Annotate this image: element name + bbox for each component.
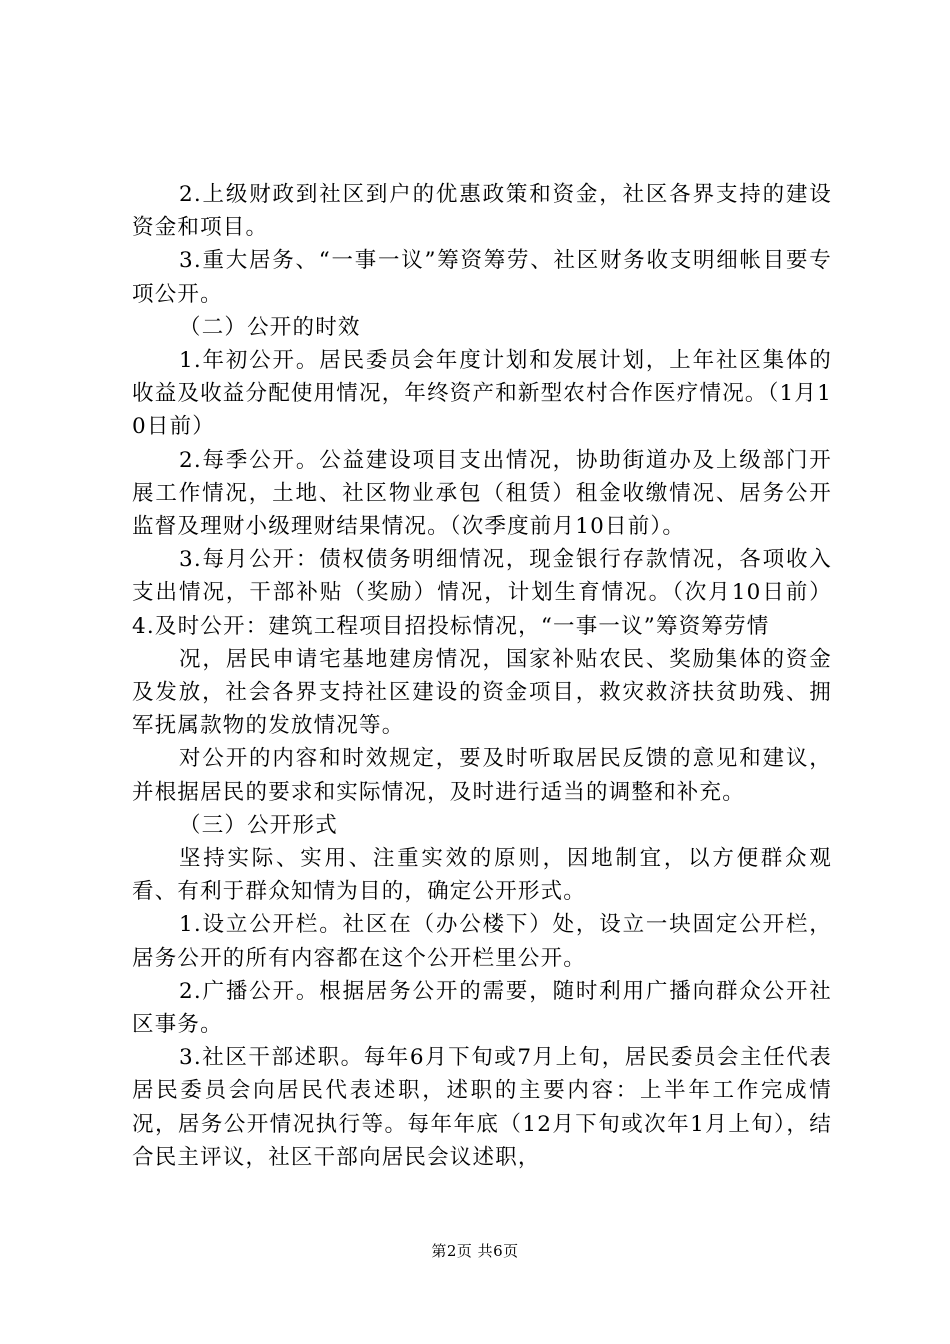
document-body (132, 178, 832, 1174)
paragraph-disclosure-principles: 坚持实际、实用、注重实效的原则，因地制宜，以方便群众观看、有利于群众知情为目的，确定公开形式。 (132, 846, 832, 905)
paragraph-major-affairs-disclosure: 3.重大居务、“一事一议”筹资筹劳、社区财务收支明细帐目要专项公开。 (132, 248, 832, 307)
paragraph-feedback-adjustment: 对公开的内容和时效规定，要及时听取居民反馈的意见和建议，并根据居民的要求和实际情况，及时进行适当的调整和补充。 (132, 746, 832, 805)
paragraph-timely-disclosure-continued: 况，居民申请宅基地建房情况，国家补贴农民、奖励集体的资金及发放，社会各界支持社区建设的资金项目，救灾救济扶贫助残、拥军抚属款物的发放情况等。 (132, 646, 832, 739)
paragraph-broadcast-disclosure: 2.广播公开。根据居务公开的需要，随时利用广播向群众公开社区事务。 (132, 978, 832, 1038)
paragraph-finance-preferential-policies: 2.上级财政到社区到户的优惠政策和资金，社区各界支持的建设资金和项目。 (132, 182, 832, 241)
paragraph-cadre-reporting: 3.社区干部述职。每年6月下旬或7月上旬，居民委员会主任代表居民委员会向居民代表述职，述职的主要内容：上半年工作完成情况，居务公开情况执行等。每年年底（12月下旬或次年1月上旬），结合民主评议，社区干部向居民会议述职， (132, 1045, 832, 1170)
paragraph-monthly-disclosure: 3.每月公开：债权债务明细情况，现金银行存款情况，各项收入支出情况，干部补贴（奖励）情况，计划生育情况。（次月10日前）4.及时公开：建筑工程项目招投标情况，“一事一议”筹资筹劳情 (132, 547, 832, 639)
paragraph-bulletin-board: 1.设立公开栏。社区在（办公楼下）处，设立一块固定公开栏，居务公开的所有内容都在这个公开栏里公开。 (132, 912, 832, 971)
page-number-footer: 第2页 共6页 (431, 1242, 519, 1260)
section-heading-disclosure-forms: （三）公开形式 (179, 812, 338, 838)
section-heading-timeliness: （二）公开的时效 (179, 314, 361, 340)
paragraph-annual-disclosure: 1.年初公开。居民委员会年度计划和发展计划，上年社区集体的收益及收益分配使用情况，年终资产和新型农村合作医疗情况。（1月10日前） (132, 348, 833, 440)
paragraph-quarterly-disclosure: 2.每季公开。公益建设项目支出情况，协助街道办及上级部门开展工作情况，土地、社区物业承包（租赁）租金收缴情况、居务公开监督及理财小级理财结果情况。（次季度前月10日前）。 (132, 447, 832, 540)
